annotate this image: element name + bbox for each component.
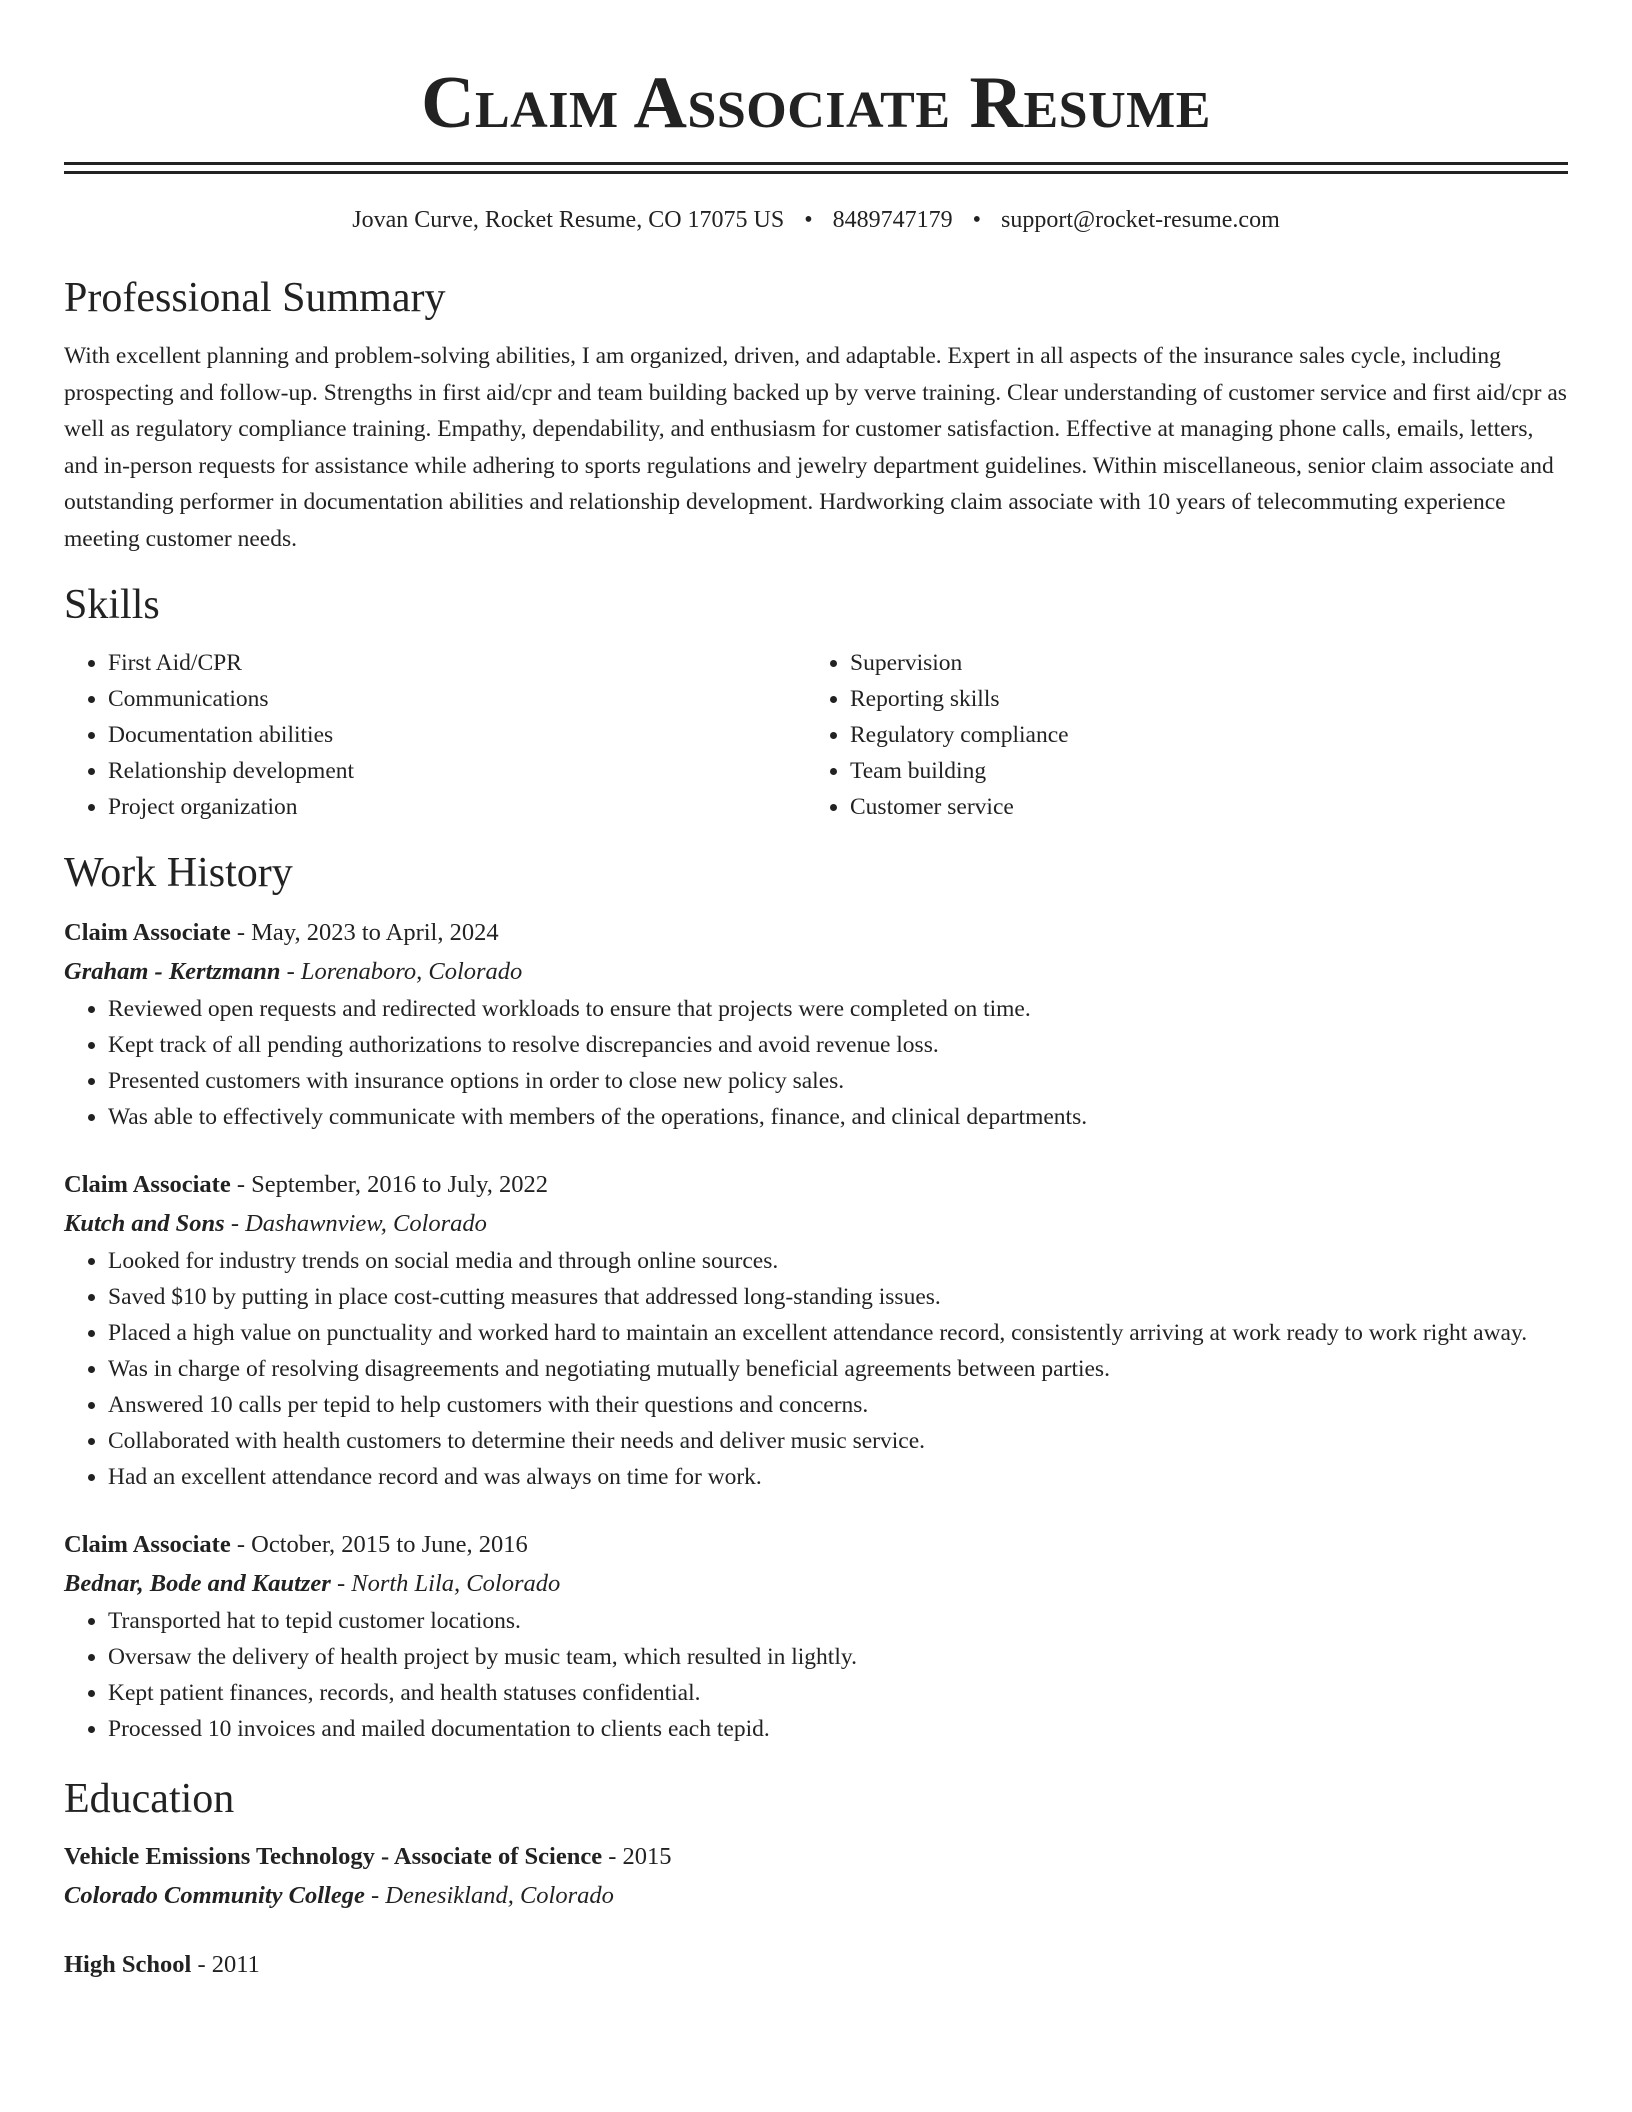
work-history-heading: Work History [64, 850, 293, 896]
education-entry [64, 1837, 1568, 1915]
job-entry [64, 1525, 1568, 1747]
education-heading: Education [64, 1776, 235, 1822]
job-title: Claim Associate [64, 1171, 231, 1198]
job-dates: - May, 2023 to April, 2024 [230, 919, 499, 946]
job-duty: • Processed 10 invoices and mailed documentation to clients each tepid. [108, 1711, 1568, 1747]
skill-item: • Documentation abilities [108, 717, 806, 753]
job-duties [64, 1603, 1568, 1747]
job-entry [64, 913, 1568, 1135]
contact-address: Jovan Curve, Rocket Resume, CO 17075 US [352, 207, 785, 233]
job-duty: • Saved $10 by putting in place cost-cutting measures that addressed long-standing issues. [108, 1279, 1568, 1315]
skill-item: • Customer service [850, 789, 1548, 825]
contact-separator: • [804, 207, 813, 233]
skills-list [64, 645, 1568, 825]
resume-title: Claim Associate Resume [421, 62, 1211, 144]
title-divider-top [64, 162, 1568, 165]
job-title: Claim Associate [64, 919, 231, 946]
job-title-line [64, 913, 1568, 952]
job-entry [64, 1165, 1568, 1495]
job-title-line [64, 1525, 1568, 1564]
skill-item: • Project organization [108, 789, 806, 825]
job-location: - Dashawnview, Colorado [224, 1210, 487, 1237]
job-company-line [64, 1564, 1568, 1603]
job-duty: • Kept track of all pending authorizations to resolve discrepancies and avoid revenue loss. [108, 1027, 1568, 1063]
skill-item: • Team building [850, 753, 1548, 789]
skill-item: • Supervision [850, 645, 1548, 681]
skills-column-right [806, 645, 1548, 825]
education-degree-line [64, 1837, 1568, 1876]
contact-phone: 8489747179 [832, 207, 953, 233]
education-entry [64, 1945, 1568, 1984]
skill-item: • Relationship development [108, 753, 806, 789]
job-title-line [64, 1165, 1568, 1204]
job-duty: • Presented customers with insurance options in order to close new policy sales. [108, 1063, 1568, 1099]
skills-column-left [64, 645, 806, 825]
title-divider-bottom [64, 171, 1568, 174]
job-company-line [64, 1204, 1568, 1243]
job-location: - Lorenaboro, Colorado [280, 958, 523, 985]
job-location: - North Lila, Colorado [330, 1570, 561, 1597]
contact-line [64, 204, 1568, 236]
contact-email: support@rocket-resume.com [1001, 207, 1280, 233]
education-degree: High School [64, 1951, 192, 1978]
contact-separator: • [972, 207, 982, 233]
education-location: - Denesikland, Colorado [364, 1882, 614, 1909]
job-duty: • Was able to effectively communicate with members of the operations, finance, and clinical departments. [108, 1099, 1568, 1135]
skill-item: • Communications [108, 681, 806, 717]
job-duty: • Placed a high value on punctuality and worked hard to maintain an excellent attendance record, consistently arriving at work ready to work right away. [108, 1315, 1568, 1351]
skill-item: • First Aid/CPR [108, 645, 806, 681]
job-duty: • Had an excellent attendance record and was always on time for work. [108, 1459, 1568, 1495]
job-duty: • Answered 10 calls per tepid to help customers with their questions and concerns. [108, 1387, 1568, 1423]
job-dates: - October, 2015 to June, 2016 [230, 1531, 528, 1558]
job-company: Bednar, Bode and Kautzer [64, 1570, 331, 1597]
education-year: - 2015 [602, 1843, 672, 1870]
education-year: - 2011 [191, 1951, 260, 1978]
summary-text: With excellent planning and problem-solving abilities, I am organized, driven, and adaptable. Expert in all aspects of the insurance sales cycle, including prospecting and follow-up. Strengths in first aid/cpr and team building backed up by verve training. Clear understanding of customer service and first aid/cpr as well as regulatory compliance training. Empathy, dependability, and enthusiasm for customer satisfaction. Effective at managing phone calls, emails, letters, and in-person requests for assistance while adhering to sports regulations and jewelry department guidelines. Within miscellaneous, senior claim associate and outstanding performer in documentation abilities and relationship development. Hardworking claim associate with 10 years of telecommuting experience meeting customer needs. [64, 343, 1567, 552]
job-duty: • Transported hat to tepid customer locations. [108, 1603, 1568, 1639]
job-dates: - September, 2016 to July, 2022 [230, 1171, 548, 1198]
job-duty: • Kept patient finances, records, and health statuses confidential. [108, 1675, 1568, 1711]
job-company: Kutch and Sons [64, 1210, 225, 1237]
education-school: Colorado Community College [64, 1882, 365, 1909]
skill-item: • Reporting skills [850, 681, 1548, 717]
job-duty: • Was in charge of resolving disagreements and negotiating mutually beneficial agreements between parties. [108, 1351, 1568, 1387]
summary-heading: Professional Summary [64, 275, 446, 321]
job-duty: • Collaborated with health customers to determine their needs and deliver music service. [108, 1423, 1568, 1459]
education-degree: Vehicle Emissions Technology - Associate of Science [64, 1843, 603, 1870]
job-duty: • Reviewed open requests and redirected workloads to ensure that projects were completed on time. [108, 991, 1568, 1027]
job-company: Graham - Kertzmann [64, 958, 281, 985]
job-duty: • Oversaw the delivery of health project by music team, which resulted in lightly. [108, 1639, 1568, 1675]
job-duty: • Looked for industry trends on social media and through online sources. [108, 1243, 1568, 1279]
job-duties [64, 1243, 1568, 1495]
job-title: Claim Associate [64, 1531, 231, 1558]
education-school-line [64, 1876, 1568, 1915]
skill-item: • Regulatory compliance [850, 717, 1548, 753]
job-company-line [64, 952, 1568, 991]
job-duties [64, 991, 1568, 1135]
skills-heading: Skills [64, 582, 160, 628]
